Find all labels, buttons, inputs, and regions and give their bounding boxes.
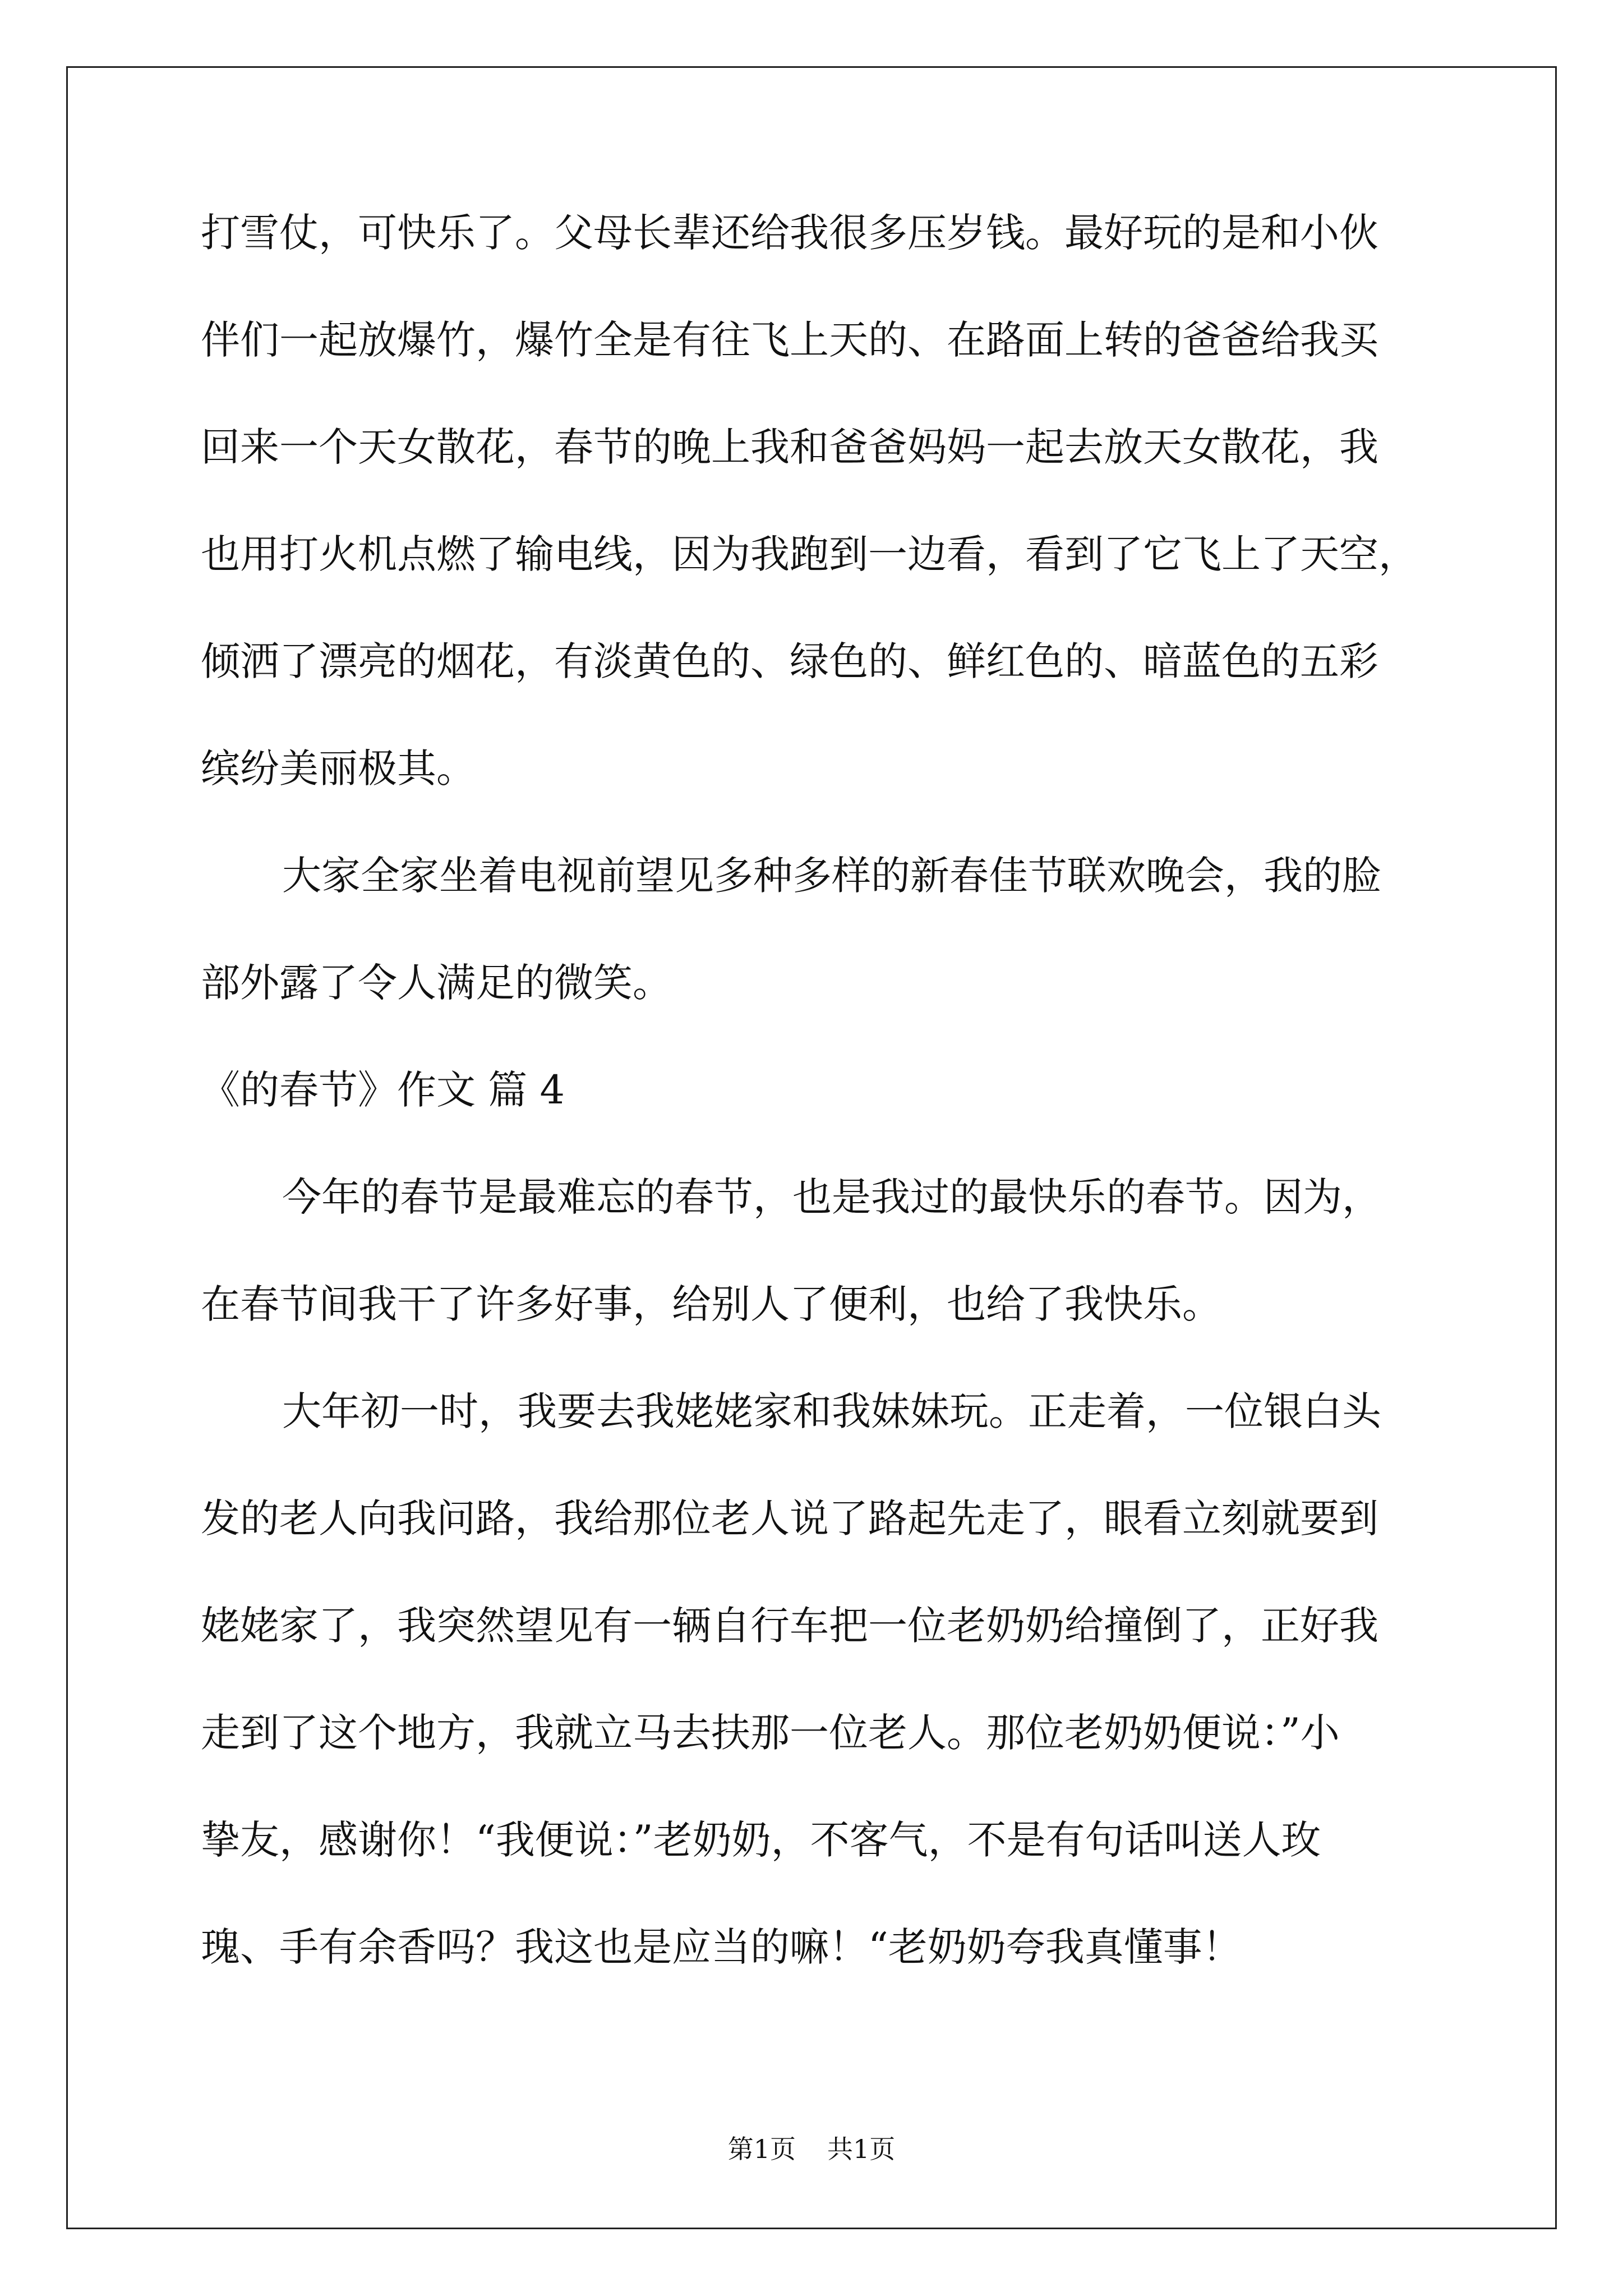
page-footer [0, 2135, 1623, 2163]
text-line-14: 姥姥家了，我突然望见有一辆自行车把一位老奶奶给撞倒了，正好我 [201, 1603, 1378, 1649]
text-line-6: 缤纷美丽极其。 [201, 746, 476, 792]
text-line-13: 发的老人向我问路，我给那位老人说了路起先走了，眼看立刻就要到 [201, 1496, 1378, 1542]
text-line-11: 在春节间我干了许多好事，给别人了便利，也给了我快乐。 [201, 1281, 1221, 1327]
text-line-10: 今年的春节是最难忘的春节，也是我过的最快乐的春节。因为， [282, 1174, 1381, 1220]
text-line-2: 伴们一起放爆竹，爆竹全是有往飞上天的、在路面上转的爸爸给我买 [201, 317, 1378, 363]
text-line-8: 部外露了令人满足的微笑。 [201, 960, 672, 1006]
text-line-16: 挚友，感谢你！“我便说：”老奶奶，不客气，不是有句话叫送人玫 [201, 1817, 1321, 1863]
text-line-12: 大年初一时，我要去我姥姥家和我妹妹玩。正走着，一位银白头 [282, 1388, 1381, 1434]
page-number-total: 共1页 [827, 2134, 896, 2164]
document-body [201, 210, 1435, 2035]
page-number-current: 第1页 [727, 2134, 796, 2164]
text-line-4: 也用打火机点燃了输电线，因为我跑到一边看，看到了它飞上了天空， [201, 531, 1418, 577]
text-line-5: 倾洒了漂亮的烟花，有淡黄色的、绿色的、鲜红色的、暗蓝色的五彩 [201, 638, 1378, 684]
text-line-7: 大家全家坐着电视前望见多种多样的新春佳节联欢晚会，我的脸 [282, 853, 1381, 899]
text-line-15: 走到了这个地方，我就立马去扶那一位老人。那位老奶奶便说：”小 [201, 1710, 1340, 1756]
text-line-17: 瑰、手有余香吗？我这也是应当的嘛！“老奶奶夸我真懂事！ [201, 1924, 1242, 1970]
text-line-3: 回来一个天女散花，春节的晚上我和爸爸妈妈一起去放天女散花，我 [201, 424, 1378, 470]
text-line-1: 打雪仗，可快乐了。父母长辈还给我很多压岁钱。最好玩的是和小伙 [201, 210, 1378, 256]
section-heading: 《的春节》作文 篇 4 [201, 1067, 565, 1113]
